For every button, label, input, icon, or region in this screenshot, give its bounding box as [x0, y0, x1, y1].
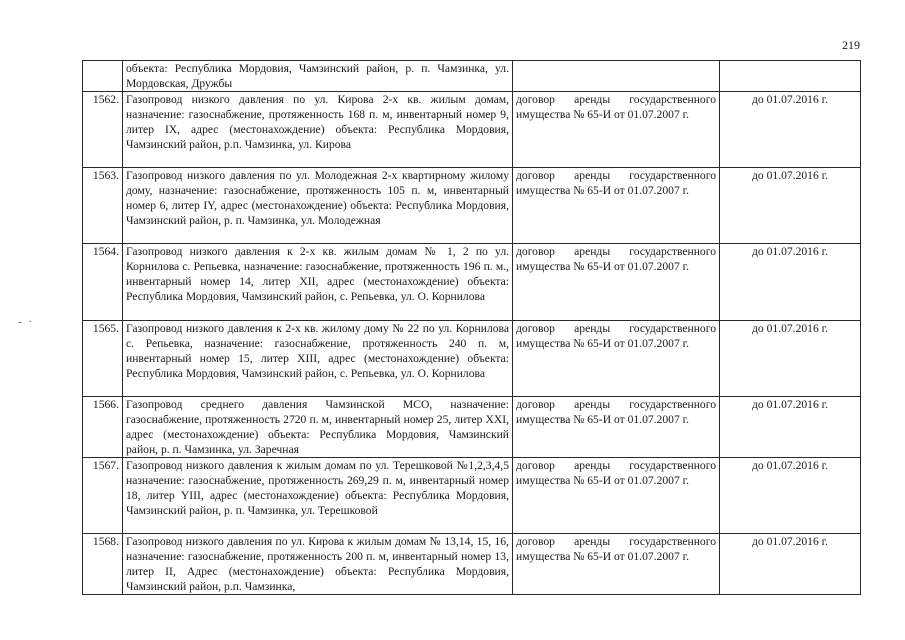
row-number: 1567. — [83, 458, 123, 534]
lease-term: до 01.07.2016 г. — [720, 321, 861, 397]
row-number: 1562. — [83, 92, 123, 168]
row-number: 1566. — [83, 397, 123, 458]
table-row — [83, 321, 861, 397]
table-row — [83, 458, 861, 534]
lease-basis: договор аренды государственного имущества № 65-И от 01.07.2007 г. — [513, 168, 720, 244]
table-row — [83, 397, 861, 458]
object-description: Газопровод среднего давления Чамзинской МСО, назначение: газоснабжение, протяженность 2720 п. м, инвентарный номер 25, литер XXI, адрес (местонахождение) объекта: Республика Мордовия, Чамзинский район, р. п. Чамзинка, ул. Заречная — [123, 397, 513, 458]
object-description: Газопровод низкого давления к 2-х кв. жилым домам № 1, 2 по ул. Корнилова с. Репьевка, назначение: газоснабжение, протяженность 196 п. м., инвентарный номер 14, литер XII, адрес (местонахождение) объекта: Республика Мордовия, Чамзинский район, с. Репьевка, ул. О. Корнилова — [123, 244, 513, 321]
lease-term: до 01.07.2016 г. — [720, 168, 861, 244]
object-description: объекта: Республика Мордовия, Чамзинский район, р. п. Чамзинка, ул. Мордовская, Дружбы — [123, 61, 513, 92]
lease-basis: договор аренды государственного имущества № 65-И от 01.07.2007 г. — [513, 534, 720, 595]
lease-term: до 01.07.2016 г. — [720, 534, 861, 595]
margin-marks: ‐ · — [18, 316, 35, 328]
lease-term: до 01.07.2016 г. — [720, 397, 861, 458]
object-description: Газопровод низкого давления к жилым домам по ул. Терешковой №1,2,3,4,5 назначение: газоснабжение, протяженность 269,29 п. м, инвентарный номер 18, литер YIII, адрес (местонахождение) объекта: Республика Мордовия, Чамзинский район, р. п. Чамзинка, ул. Терешковой — [123, 458, 513, 534]
table-row — [83, 168, 861, 244]
row-number: 1564. — [83, 244, 123, 321]
object-description: Газопровод низкого давления по ул. Молодежная 2-х квартирному жилому дому, назначение: газоснабжение, протяженность 105 п. м, инвентарный номер 6, литер IY, адрес (местонахождение) объекта: Республика Мордовия, Чамзинский район, р. п. Чамзинка, ул. Молодежная — [123, 168, 513, 244]
lease-basis: договор аренды государственного имущества № 65-И от 01.07.2007 г. — [513, 244, 720, 321]
table-row — [83, 61, 861, 92]
lease-term: до 01.07.2016 г. — [720, 92, 861, 168]
object-description: Газопровод низкого давления по ул. Кирова к жилым домам № 13,14, 15, 16, назначение: газоснабжение, протяженность 200 п. м, инвентарный номер 13, литер II, Адрес (местонахождение) объекта: Республика Мордовия, Чамзинский район, р.п. Чамзинка, — [123, 534, 513, 595]
object-description: Газопровод низкого давления по ул. Кирова 2-х кв. жилым домам, назначение: газоснабжение, протяженность 168 п. м, инвентарный номер 9, литер IX, адрес (местонахождение) объекта: Республика Мордовия, Чамзинский район, р.п. Чамзинка, ул. Кирова — [123, 92, 513, 168]
lease-term: до 01.07.2016 г. — [720, 458, 861, 534]
row-number — [83, 61, 123, 92]
row-number: 1563. — [83, 168, 123, 244]
row-number: 1568. — [83, 534, 123, 595]
table-row — [83, 244, 861, 321]
lease-basis — [513, 61, 720, 92]
lease-term: до 01.07.2016 г. — [720, 244, 861, 321]
lease-term — [720, 61, 861, 92]
table-row — [83, 92, 861, 168]
table-row — [83, 534, 861, 595]
object-description: Газопровод низкого давления к 2-х кв. жилому дому № 22 по ул. Корнилова с. Репьевка, назначение: газоснабжение, протяженность 240 п. м, инвентарный номер 15, литер XIII, адрес (местонахождение) объекта: Республика Мордовия, Чамзинский район, с. Репьевка, ул. О. Корнилова — [123, 321, 513, 397]
lease-basis: договор аренды государственного имущества № 65-И от 01.07.2007 г. — [513, 458, 720, 534]
row-number: 1565. — [83, 321, 123, 397]
lease-basis: договор аренды государственного имущества № 65-И от 01.07.2007 г. — [513, 321, 720, 397]
property-registry-table — [82, 60, 861, 595]
page-number: 219 — [842, 38, 860, 52]
lease-basis: договор аренды государственного имущества № 65-И от 01.07.2007 г. — [513, 92, 720, 168]
lease-basis: договор аренды государственного имущества № 65-И от 01.07.2007 г. — [513, 397, 720, 458]
